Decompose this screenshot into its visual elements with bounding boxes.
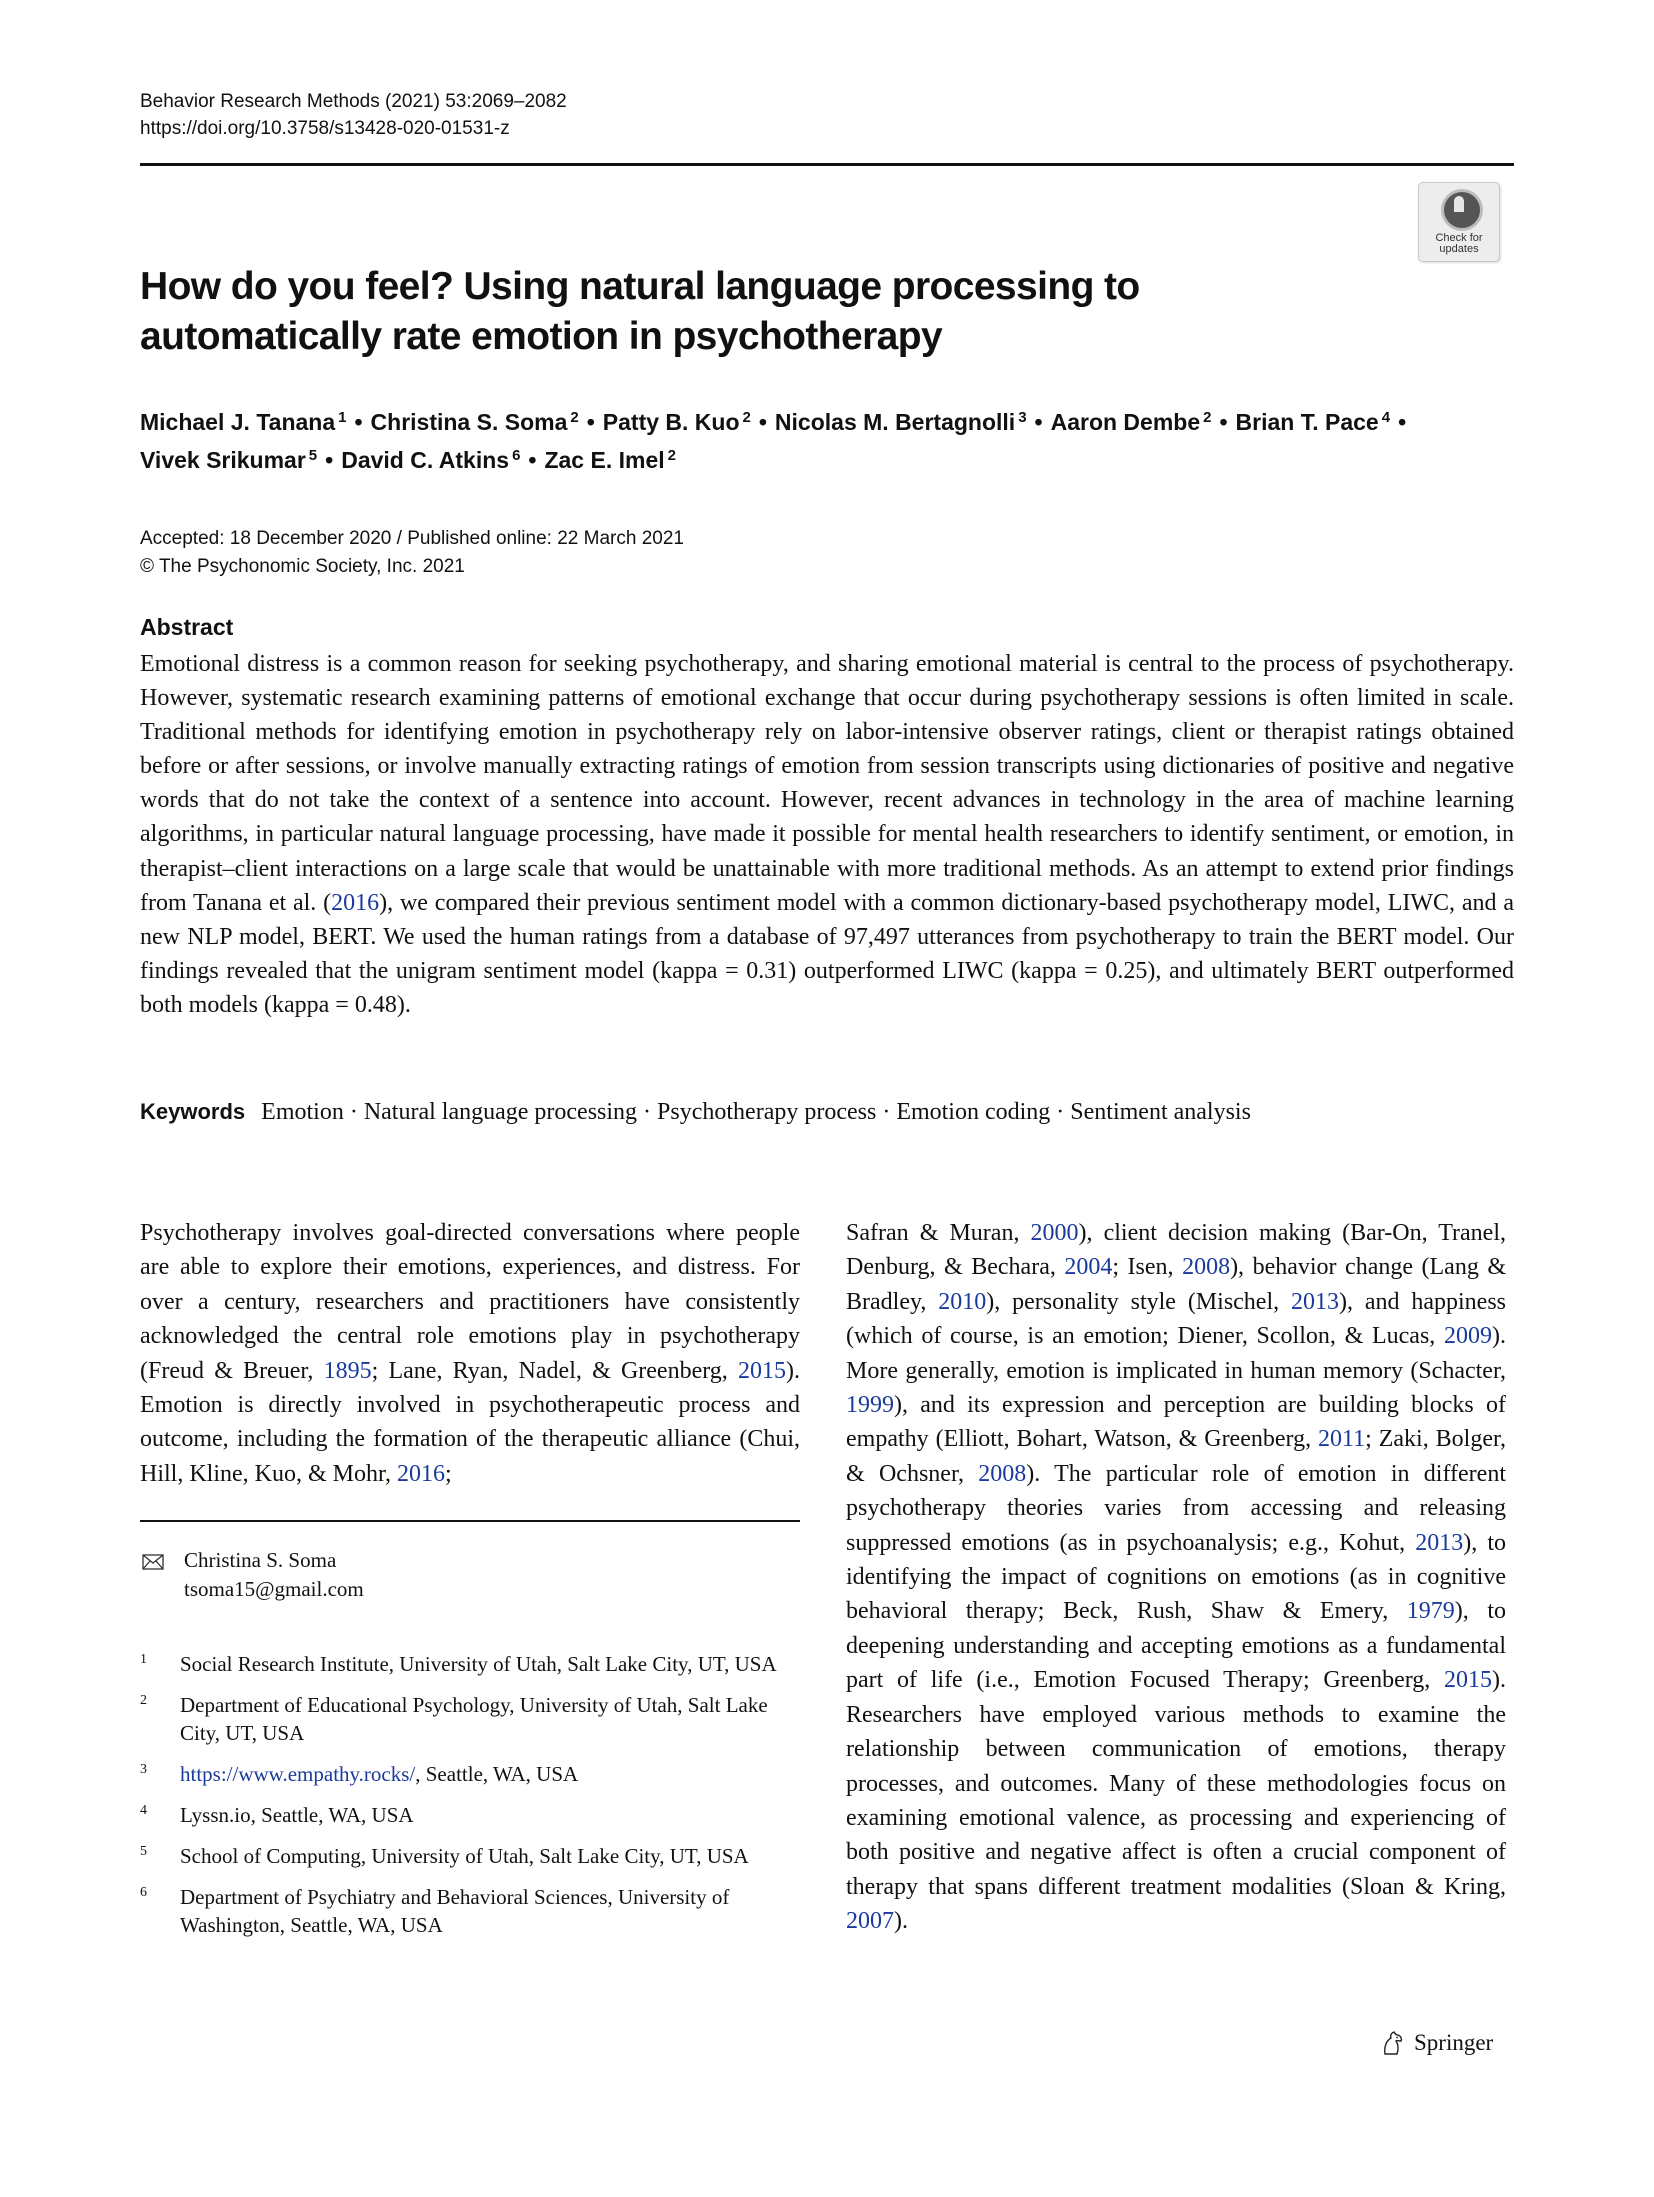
author-separator: • [1034,409,1043,435]
author-affiliation-marker[interactable]: 4 [1381,409,1391,426]
correspondence-note [140,1546,800,1604]
citation-link[interactable]: 2008 [1182,1254,1231,1281]
citation-link[interactable]: 2016 [331,889,380,916]
author-name[interactable]: Vivek Srikumar [140,447,306,473]
abstract-heading: Abstract [140,614,234,640]
body-text: ), behavior change (Lang & Bradley, [846,1254,1507,1315]
citation-link[interactable]: 2007 [846,1908,894,1935]
author-separator: • [758,409,767,435]
author-affiliation-marker[interactable]: 3 [1018,409,1027,426]
body-text: ), and its expression and perception are building blocks of empathy (Elliott, Bohart, Watson, & Greenberg, [846,1392,1506,1453]
springer-horse-icon [1380,2030,1406,2056]
citation-link[interactable]: 1895 [323,1357,372,1384]
body-column-right [846,1216,1506,1939]
affiliation-number: 1 [140,1652,147,1667]
body-text: ). The particular role of emotion in different psychotherapy theories varies from accessing and releasing suppressed emotions (as in psychoanalysis; e.g., Kohut, [846,1460,1506,1556]
body-text: ; Lane, Ryan, Nadel, & Greenberg, [371,1357,738,1384]
citation-link[interactable]: 1999 [846,1392,894,1419]
correspondence-email[interactable]: tsoma15@gmail.com [184,1577,364,1601]
author-affiliation-marker[interactable]: 2 [742,409,751,426]
accepted-published: Accepted: 18 December 2020 / Published online: 22 March 2021 [140,528,684,549]
affiliations-list [140,1650,800,1952]
author-affiliation-marker[interactable]: 6 [512,447,521,464]
citation-link[interactable]: 2009 [1444,1323,1492,1350]
citation-link[interactable]: 2008 [978,1460,1027,1487]
citation-link[interactable]: 2000 [1030,1220,1079,1246]
affiliation-text: Lyssn.io, Seattle, WA, USA [180,1803,414,1827]
doi-line: https://doi.org/10.3758/s13428-020-01531-z [140,118,510,139]
author-separator: • [1398,409,1407,435]
author-name[interactable]: Aaron Dembe [1050,409,1201,435]
body-text: ; [445,1460,452,1487]
keywords [140,1095,1514,1129]
author-affiliation-marker[interactable]: 2 [667,447,676,464]
body-text: ). Researchers have employed various methods to examine the relationship between communication of emotions, therapy processes, and outcomes. Many of these methodologies focus on examining emotional valence, as processing and experiencing of both positive and negative affect is often a crucial component of therapy that spans different treatment modalities (Sloan & Kring, [846,1667,1506,1900]
author-affiliation-marker[interactable]: 5 [308,447,318,464]
body-text: ; Isen, [1112,1254,1183,1281]
affiliation-text: Department of Psychiatry and Behavioral Sciences, University of Washington, Seattle, WA, USA [180,1885,730,1937]
affiliation-item [140,1760,800,1788]
affiliation-text: School of Computing, University of Utah, Salt Lake City, UT, USA [180,1844,749,1868]
abstract-body [140,647,1514,1022]
author-separator: • [528,447,537,473]
author-name[interactable]: Nicolas M. Bertagnolli [774,409,1016,435]
keywords-label: Keywords [140,1099,246,1124]
abstract-text-part: Emotional distress is a common reason for seeking psychotherapy, and sharing emotional material is central to the process of psychotherapy. However, systematic research examining patterns of emotional exchange that occur during psychotherapy sessions is often limited in scale. Traditional methods for identifying emotion in psychotherapy rely on labor-intensive observer ratings, client or therapist ratings obtained before or after sessions, or involve manually extracting ratings of emotion from session transcripts using dictionaries of positive and negative words that do not take the context of a sentence into account. However, recent advances in technology in the area of machine learning algorithms, in particular natural language processing, have made it possible for mental health researchers to identify sentiment, or emotion, in therapist–client interactions on a large scale that would be unattainable with more traditional methods. As an attempt to extend prior findings from Tanana et al. ( [140,651,1514,916]
author-separator: • [354,409,363,435]
citation-link[interactable]: 2015 [1444,1667,1492,1694]
copyright-line [140,553,684,581]
body-text: ). More generally, emotion is implicated in human memory (Schacter, [846,1323,1506,1384]
body-text: ; Zaki, Bolger, & Ochsner, [846,1426,1506,1487]
header-rule [140,163,1514,166]
body-text: ). Emotion is directly involved in psychotherapeutic process and outcome, including the formation of the therapeutic alliance (Chui, Hill, Kline, Kuo, & Mohr, [140,1357,800,1487]
body-text: ), client decision making (Bar-On, Tranel, Denburg, & Bechara, [846,1220,1506,1281]
affiliation-item [140,1883,800,1939]
body-text: Psychotherapy involves goal-directed conversations where people are able to explore their emotions, experiences, and distress. For over a century, researchers and practitioners have consistently acknowledged the central role emotions play in psychotherapy (Freud & Breuer, [140,1220,800,1384]
publisher-name: Springer [1414,2030,1494,2055]
affiliation-item [140,1801,800,1829]
author-list [140,403,1520,479]
affiliation-number: 3 [140,1762,147,1777]
affiliation-number: 4 [140,1803,147,1818]
citation-link[interactable]: 2011 [1318,1426,1366,1453]
affiliation-number: 6 [140,1885,147,1900]
body-text: ), and happiness (which of course, is an emotion; Diener, Scollon, & Lucas, [846,1288,1506,1350]
affiliation-item [140,1650,800,1678]
body-text: ), personality style (Mischel, [986,1288,1291,1315]
affiliation-number: 2 [140,1693,147,1708]
author-affiliation-marker[interactable]: 2 [1203,409,1212,426]
body-text: Safran & Muran, [846,1220,1031,1246]
author-name[interactable]: David C. Atkins [341,447,510,473]
author-name[interactable]: Christina S. Soma [370,409,568,435]
author-name[interactable]: Zac E. Imel [544,447,665,473]
citation-link[interactable]: 1979 [1406,1598,1455,1625]
affiliation-number: 5 [140,1844,147,1859]
check-for-updates-icon [1441,189,1483,231]
keywords-list: Emotion · Natural language processing · Psychotherapy process · Emotion coding · Sentiment analysis [261,1099,1251,1125]
affiliation-text: Social Research Institute, University of Utah, Salt Lake City, UT, USA [180,1652,777,1676]
author-name[interactable]: Michael J. Tanana [140,409,336,435]
citation-link[interactable]: 2016 [397,1460,446,1487]
author-separator: • [586,409,595,435]
body-text: ), to deepening understanding and accepting emotions as a fundamental part of life (i.e., Emotion Focused Therapy; Greenberg, [846,1598,1506,1694]
affiliation-item [140,1842,800,1870]
running-head [140,88,567,142]
citation-link[interactable]: 2015 [737,1357,786,1384]
journal-citation: Behavior Research Methods (2021) 53:2069–2082 [140,91,567,112]
copyright-holder: The Psychonomic Society, Inc. 2021 [158,556,465,577]
publication-dates [140,525,684,581]
footnote-rule [140,1520,800,1522]
body-text: ), to identifying the impact of cognitions on emotions (as in cognitive behavioral therapy; Beck, Rush, Shaw & Emery, [846,1529,1506,1625]
envelope-icon [142,1554,164,1570]
author-separator: • [325,447,334,473]
author-name[interactable]: Patty B. Kuo [602,409,740,435]
author-affiliation-marker[interactable]: 2 [570,409,579,426]
citation-link[interactable]: 2013 [1415,1529,1464,1556]
article-title: How do you feel? Using natural language processing to automatically rate emotion in psychotherapy [140,265,1140,358]
author-affiliation-marker[interactable]: 1 [338,409,347,426]
abstract-text-part: ), we compared their previous sentiment model with a common dictionary-based psychotherapy model, LIWC, and a new NLP model, BERT. We used the human ratings from a database of 97,497 utterances from psychotherapy to train the BERT model. Our findings revealed that the unigram sentiment model (kappa = 0.31) outperformed LIWC (kappa = 0.25), and ultimately BERT outperformed both models (kappa = 0.48). [140,889,1515,1018]
author-name[interactable]: Brian T. Pace [1235,409,1379,435]
affiliation-text: , Seattle, WA, USA [415,1762,579,1786]
citation-link[interactable]: 2004 [1064,1254,1113,1281]
publisher-logo [1380,2025,1493,2061]
body-column-left [140,1216,800,1491]
affiliation-item [140,1691,800,1747]
check-for-updates-badge[interactable] [1418,182,1500,262]
author-separator: • [1219,409,1228,435]
citation-link[interactable]: 2013 [1290,1288,1339,1315]
badge-label: Check for updates [1435,232,1483,255]
body-text: ). [894,1908,908,1935]
correspondence-name: Christina S. Soma [184,1548,337,1572]
affiliation-text: Department of Educational Psychology, University of Utah, Salt Lake City, UT, USA [180,1693,768,1745]
affiliation-link[interactable]: https://www.empathy.rocks/ [180,1762,416,1786]
copyright-symbol: © [140,556,154,577]
citation-link[interactable]: 2010 [938,1288,987,1315]
